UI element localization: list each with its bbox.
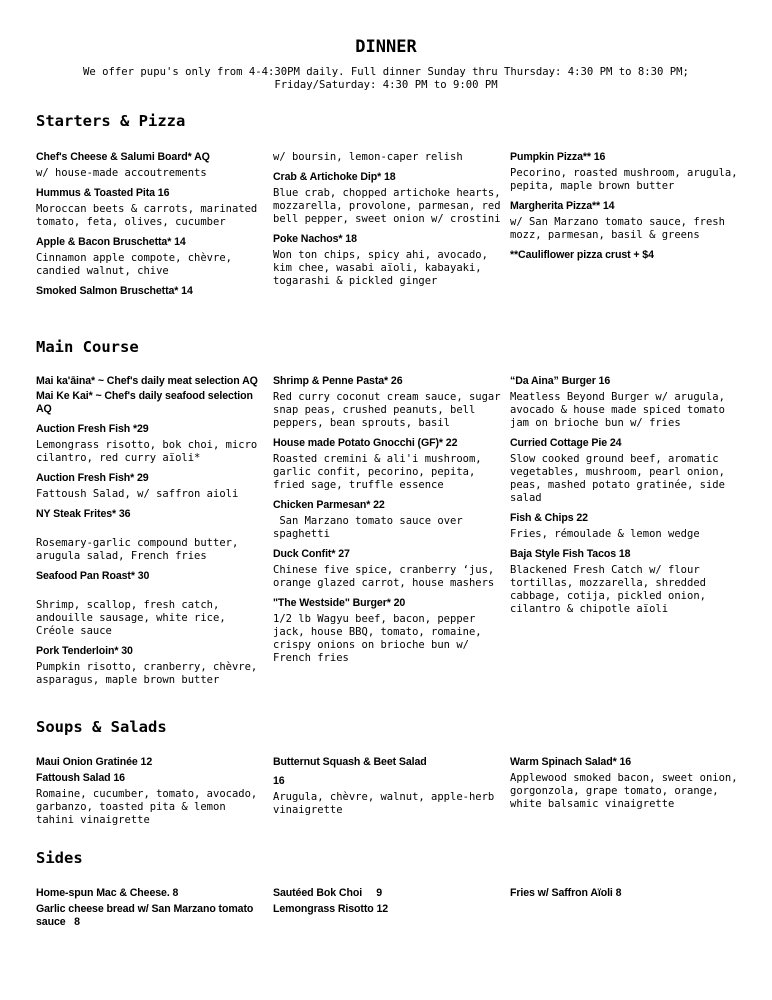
menu-item xyxy=(273,887,505,900)
starters-column-1 xyxy=(36,151,268,305)
menu-item xyxy=(273,437,505,492)
menu-item xyxy=(510,249,742,262)
menu-item xyxy=(36,151,268,180)
menu-item xyxy=(36,645,268,687)
item-description: 1/2 lb Wagyu beef, bacon, pepper jack, house BBQ, tomato, romaine, crispy onions on brioche bun w/ French fries xyxy=(273,613,488,664)
item-description: w/ San Marzano tomato sauce, fresh mozz, parmesan, basil & greens xyxy=(510,216,732,241)
item-name: Sautéed Bok Choi 9 xyxy=(273,887,383,899)
item-name: Home-spun Mac & Cheese. 8 xyxy=(36,887,179,899)
menu-item xyxy=(510,200,742,242)
section-title-sides: Sides xyxy=(36,849,83,867)
menu-item xyxy=(36,285,268,298)
menu-item xyxy=(36,187,268,229)
item-description: San Marzano tomato sauce over spaghetti xyxy=(273,515,469,540)
menu-item xyxy=(36,887,268,900)
item-description: Fries, rémoulade & lemon wedge xyxy=(510,528,700,540)
menu-item xyxy=(273,499,505,541)
main-column-1 xyxy=(36,375,268,694)
item-name: Fattoush Salad 16 xyxy=(36,772,125,784)
item-description: Roasted cremini & ali'i mushroom, garlic confit, pecorino, pepita, fried sage, truffle essence xyxy=(273,453,488,491)
menu-item xyxy=(273,756,505,769)
item-name: Baja Style Fish Tacos 18 xyxy=(510,548,631,560)
soups-column-1 xyxy=(36,756,268,834)
item-description: Romaine, cucumber, tomato, avocado, garbanzo, toasted pita & lemon tahini vinaigrette xyxy=(36,788,264,826)
item-name: Mai ka'āina* ~ Chef's daily meat selection AQ xyxy=(36,375,258,387)
item-name: Smoked Salmon Bruschetta* 14 xyxy=(36,285,193,297)
menu-item xyxy=(36,236,268,278)
item-name: Duck Confit* 27 xyxy=(273,548,350,560)
main-column-3 xyxy=(510,375,742,623)
item-name: NY Steak Frites* 36 xyxy=(36,508,131,520)
sides-column-1 xyxy=(36,887,268,929)
item-name: Crab & Artichoke Dip* 18 xyxy=(273,171,396,183)
item-description: Fattoush Salad, w/ saffron aioli xyxy=(36,488,239,500)
soups-column-2 xyxy=(273,756,505,824)
item-name: Fish & Chips 22 xyxy=(510,512,588,524)
item-name: Hummus & Toasted Pita 16 xyxy=(36,187,170,199)
menu-item xyxy=(273,775,505,817)
item-description: Pecorino, roasted mushroom, arugula, pepita, maple brown butter xyxy=(510,167,744,192)
menu-item xyxy=(510,437,742,505)
hours-line-1: We offer pupu's only from 4-4:30PM daily. Full dinner Sunday thru Thursday: 4:30 PM to 8:30 PM; xyxy=(83,66,689,78)
item-name: Seafood Pan Roast* 30 xyxy=(36,570,150,582)
item-description: Pumpkin risotto, cranberry, chèvre, asparagus, maple brown butter xyxy=(36,661,264,686)
item-name: Auction Fresh Fish *29 xyxy=(36,423,149,435)
item-name: Shrimp & Penne Pasta* 26 xyxy=(273,375,403,387)
item-description: Blue crab, chopped artichoke hearts, mozzarella, provolone, parmesan, red bell pepper, sweet onion w/ crostini xyxy=(273,187,507,225)
item-description: Won ton chips, spicy ahi, avocado, kim chee, wasabi aïoli, kabayaki, togarashi & pickled ginger xyxy=(273,249,495,287)
item-name: Pumpkin Pizza** 16 xyxy=(510,151,606,163)
menu-item xyxy=(510,375,742,430)
item-description: Applewood smoked bacon, sweet onion, gorgonzola, grape tomato, orange, white balsamic vinaigrette xyxy=(510,772,744,810)
soups-column-3 xyxy=(510,756,742,818)
item-name: Poke Nachos* 18 xyxy=(273,233,357,245)
menu-item xyxy=(273,903,505,916)
menu-item xyxy=(36,472,268,501)
menu-item xyxy=(273,233,505,288)
item-name: Apple & Bacon Bruschetta* 14 xyxy=(36,236,186,248)
item-name: Fries w/ Saffron Aïoli 8 xyxy=(510,887,622,899)
item-name: Garlic cheese bread w/ San Marzano tomato sauce 8 xyxy=(36,903,257,928)
menu-item xyxy=(273,375,505,430)
menu-item xyxy=(36,772,268,827)
menu-item xyxy=(510,151,742,193)
hours-line-2: Friday/Saturday: 4:30 PM to 9:00 PM xyxy=(274,79,498,91)
item-name: Curried Cottage Pie 24 xyxy=(510,437,622,449)
menu-item xyxy=(273,597,505,665)
item-name: Lemongrass Risotto 12 xyxy=(273,903,389,915)
menu-item xyxy=(510,887,742,900)
menu-item xyxy=(510,756,742,811)
item-description: Moroccan beets & carrots, marinated tomato, feta, olives, cucumber xyxy=(36,203,264,228)
menu-item xyxy=(36,756,268,769)
menu-item xyxy=(273,548,505,590)
item-description: w/ house-made accoutrements xyxy=(36,167,207,179)
menu-item xyxy=(36,375,268,388)
menu-item xyxy=(273,151,505,164)
page-title: DINNER xyxy=(355,37,417,57)
item-name: "The Westside" Burger* 20 xyxy=(273,597,406,609)
menu-item xyxy=(510,512,742,541)
item-name: Chef's Cheese & Salumi Board* AQ xyxy=(36,151,210,163)
item-name: Maui Onion Gratinée 12 xyxy=(36,756,153,768)
starters-column-2 xyxy=(273,151,505,295)
menu-item xyxy=(273,171,505,226)
item-name: **Cauliflower pizza crust + $4 xyxy=(510,249,654,261)
item-name: Margherita Pizza** 14 xyxy=(510,200,615,212)
item-name: House made Potato Gnocchi (GF)* 22 xyxy=(273,437,458,449)
item-description: Chinese five spice, cranberry ‘jus, orange glazed carrot, house mashers xyxy=(273,564,501,589)
item-description: Slow cooked ground beef, aromatic vegetables, mushroom, pearl onion, peas, mashed potato gratinée, side salad xyxy=(510,453,732,504)
item-name: Auction Fresh Fish* 29 xyxy=(36,472,149,484)
item-name: Warm Spinach Salad* 16 xyxy=(510,756,632,768)
main-column-2 xyxy=(273,375,505,672)
item-description: Cinnamon apple compote, chèvre, candied walnut, chive xyxy=(36,252,239,277)
item-name: 16 xyxy=(273,775,285,787)
item-description: Red curry coconut cream sauce, sugar snap peas, crushed peanuts, bell peppers, bean sprouts, basil xyxy=(273,391,507,429)
section-title-main: Main Course xyxy=(36,338,139,356)
menu-item xyxy=(36,390,268,416)
section-title-starters: Starters & Pizza xyxy=(36,112,186,130)
starters-column-3 xyxy=(510,151,742,269)
menu-item xyxy=(36,508,268,563)
item-description: Lemongrass risotto, bok choi, micro cilantro, red curry aïoli* xyxy=(36,439,264,464)
item-description: Blackened Fresh Catch w/ flour tortillas, mozzarella, shredded cabbage, cotija, pickled onion, cilantro & chipotle aïoli xyxy=(510,564,713,615)
item-name: Butternut Squash & Beet Salad xyxy=(273,756,427,768)
menu-item xyxy=(36,423,268,465)
item-description: Arugula, chèvre, walnut, apple-herb vinaigrette xyxy=(273,791,501,816)
section-title-soups: Soups & Salads xyxy=(36,718,167,736)
menu-item xyxy=(36,570,268,638)
sides-column-3 xyxy=(510,887,742,900)
item-name: Mai Ke Kai* ~ Chef's daily seafood selection AQ xyxy=(36,390,253,415)
menu-item xyxy=(36,903,268,929)
sides-column-2 xyxy=(273,887,505,916)
item-name: Chicken Parmesan* 22 xyxy=(273,499,385,511)
hours-notice xyxy=(60,66,712,92)
menu-item xyxy=(510,548,742,616)
item-description: w/ boursin, lemon-caper relish xyxy=(273,151,463,163)
item-name: Pork Tenderloin* 30 xyxy=(36,645,133,657)
item-name: “Da Aina” Burger 16 xyxy=(510,375,611,387)
item-description: Rosemary-garlic compound butter, arugula salad, French fries xyxy=(36,537,245,562)
item-description: Shrimp, scallop, fresh catch, andouille sausage, white rice, Créole sauce xyxy=(36,599,232,637)
item-description: Meatless Beyond Burger w/ arugula, avocado & house made spiced tomato jam on brioche bun w/ fries xyxy=(510,391,732,429)
